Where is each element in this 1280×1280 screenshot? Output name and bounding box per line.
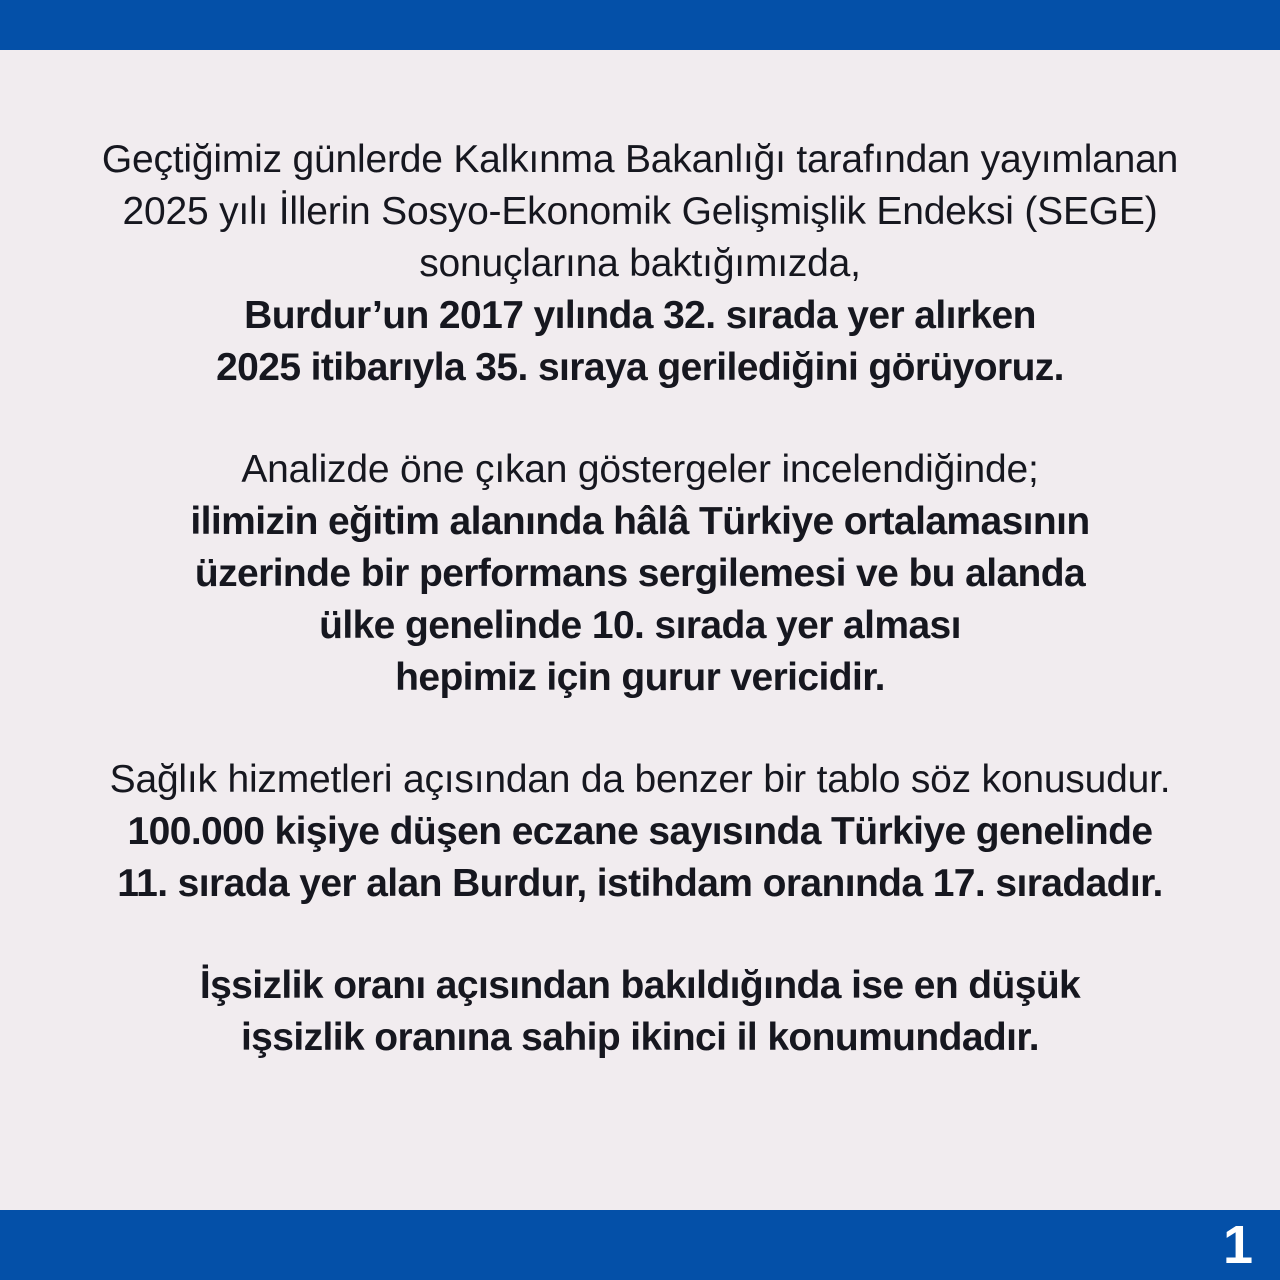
text-line: 100.000 kişiye düşen eczane sayısında Türkiye genelinde — [127, 810, 1153, 853]
health-block — [50, 754, 1230, 910]
slide-content — [0, 50, 1280, 1210]
intro-block — [50, 134, 1230, 394]
text-line: Burdur’un 2017 yılında 32. sırada yer alırken — [244, 294, 1036, 337]
page-number: 1 — [1222, 1215, 1252, 1275]
text-line: Geçtiğimiz günlerde Kalkınma Bakanlığı tarafından yayımlanan — [101, 138, 1179, 181]
top-accent-bar — [0, 0, 1280, 50]
text-line: Sağlık hizmetleri açısından da benzer bir tablo söz konusudur. — [109, 758, 1171, 801]
text-line: Analizde öne çıkan göstergeler incelendiğinde; — [241, 448, 1039, 491]
text-line: 11. sırada yer alan Burdur, istihdam oranında 17. sıradadır. — [117, 862, 1163, 905]
unemployment-block — [50, 960, 1230, 1064]
bottom-accent-bar — [0, 1210, 1280, 1280]
text-line: üzerinde bir performans sergilemesi ve bu alanda — [194, 552, 1086, 595]
text-line: sonuçlarına baktığımızda, — [419, 242, 861, 285]
text-line: ilimizin eğitim alanında hâlâ Türkiye ortalamasının — [190, 500, 1090, 543]
text-line: işsizlik oranına sahip ikinci il konumundadır. — [240, 1016, 1040, 1059]
text-line: 2025 itibarıyla 35. sıraya gerilediğini görüyoruz. — [216, 346, 1064, 389]
text-line: İşsizlik oranı açısından bakıldığında ise en düşük — [199, 964, 1081, 1007]
text-line: hepimiz için gurur vericidir. — [395, 656, 885, 699]
education-block — [50, 444, 1230, 704]
text-line: 2025 yılı İllerin Sosyo-Ekonomik Gelişmişlik Endeksi (SEGE) — [122, 190, 1158, 233]
text-line: ülke genelinde 10. sırada yer alması — [319, 604, 961, 647]
text-blocks-container — [50, 134, 1230, 1064]
